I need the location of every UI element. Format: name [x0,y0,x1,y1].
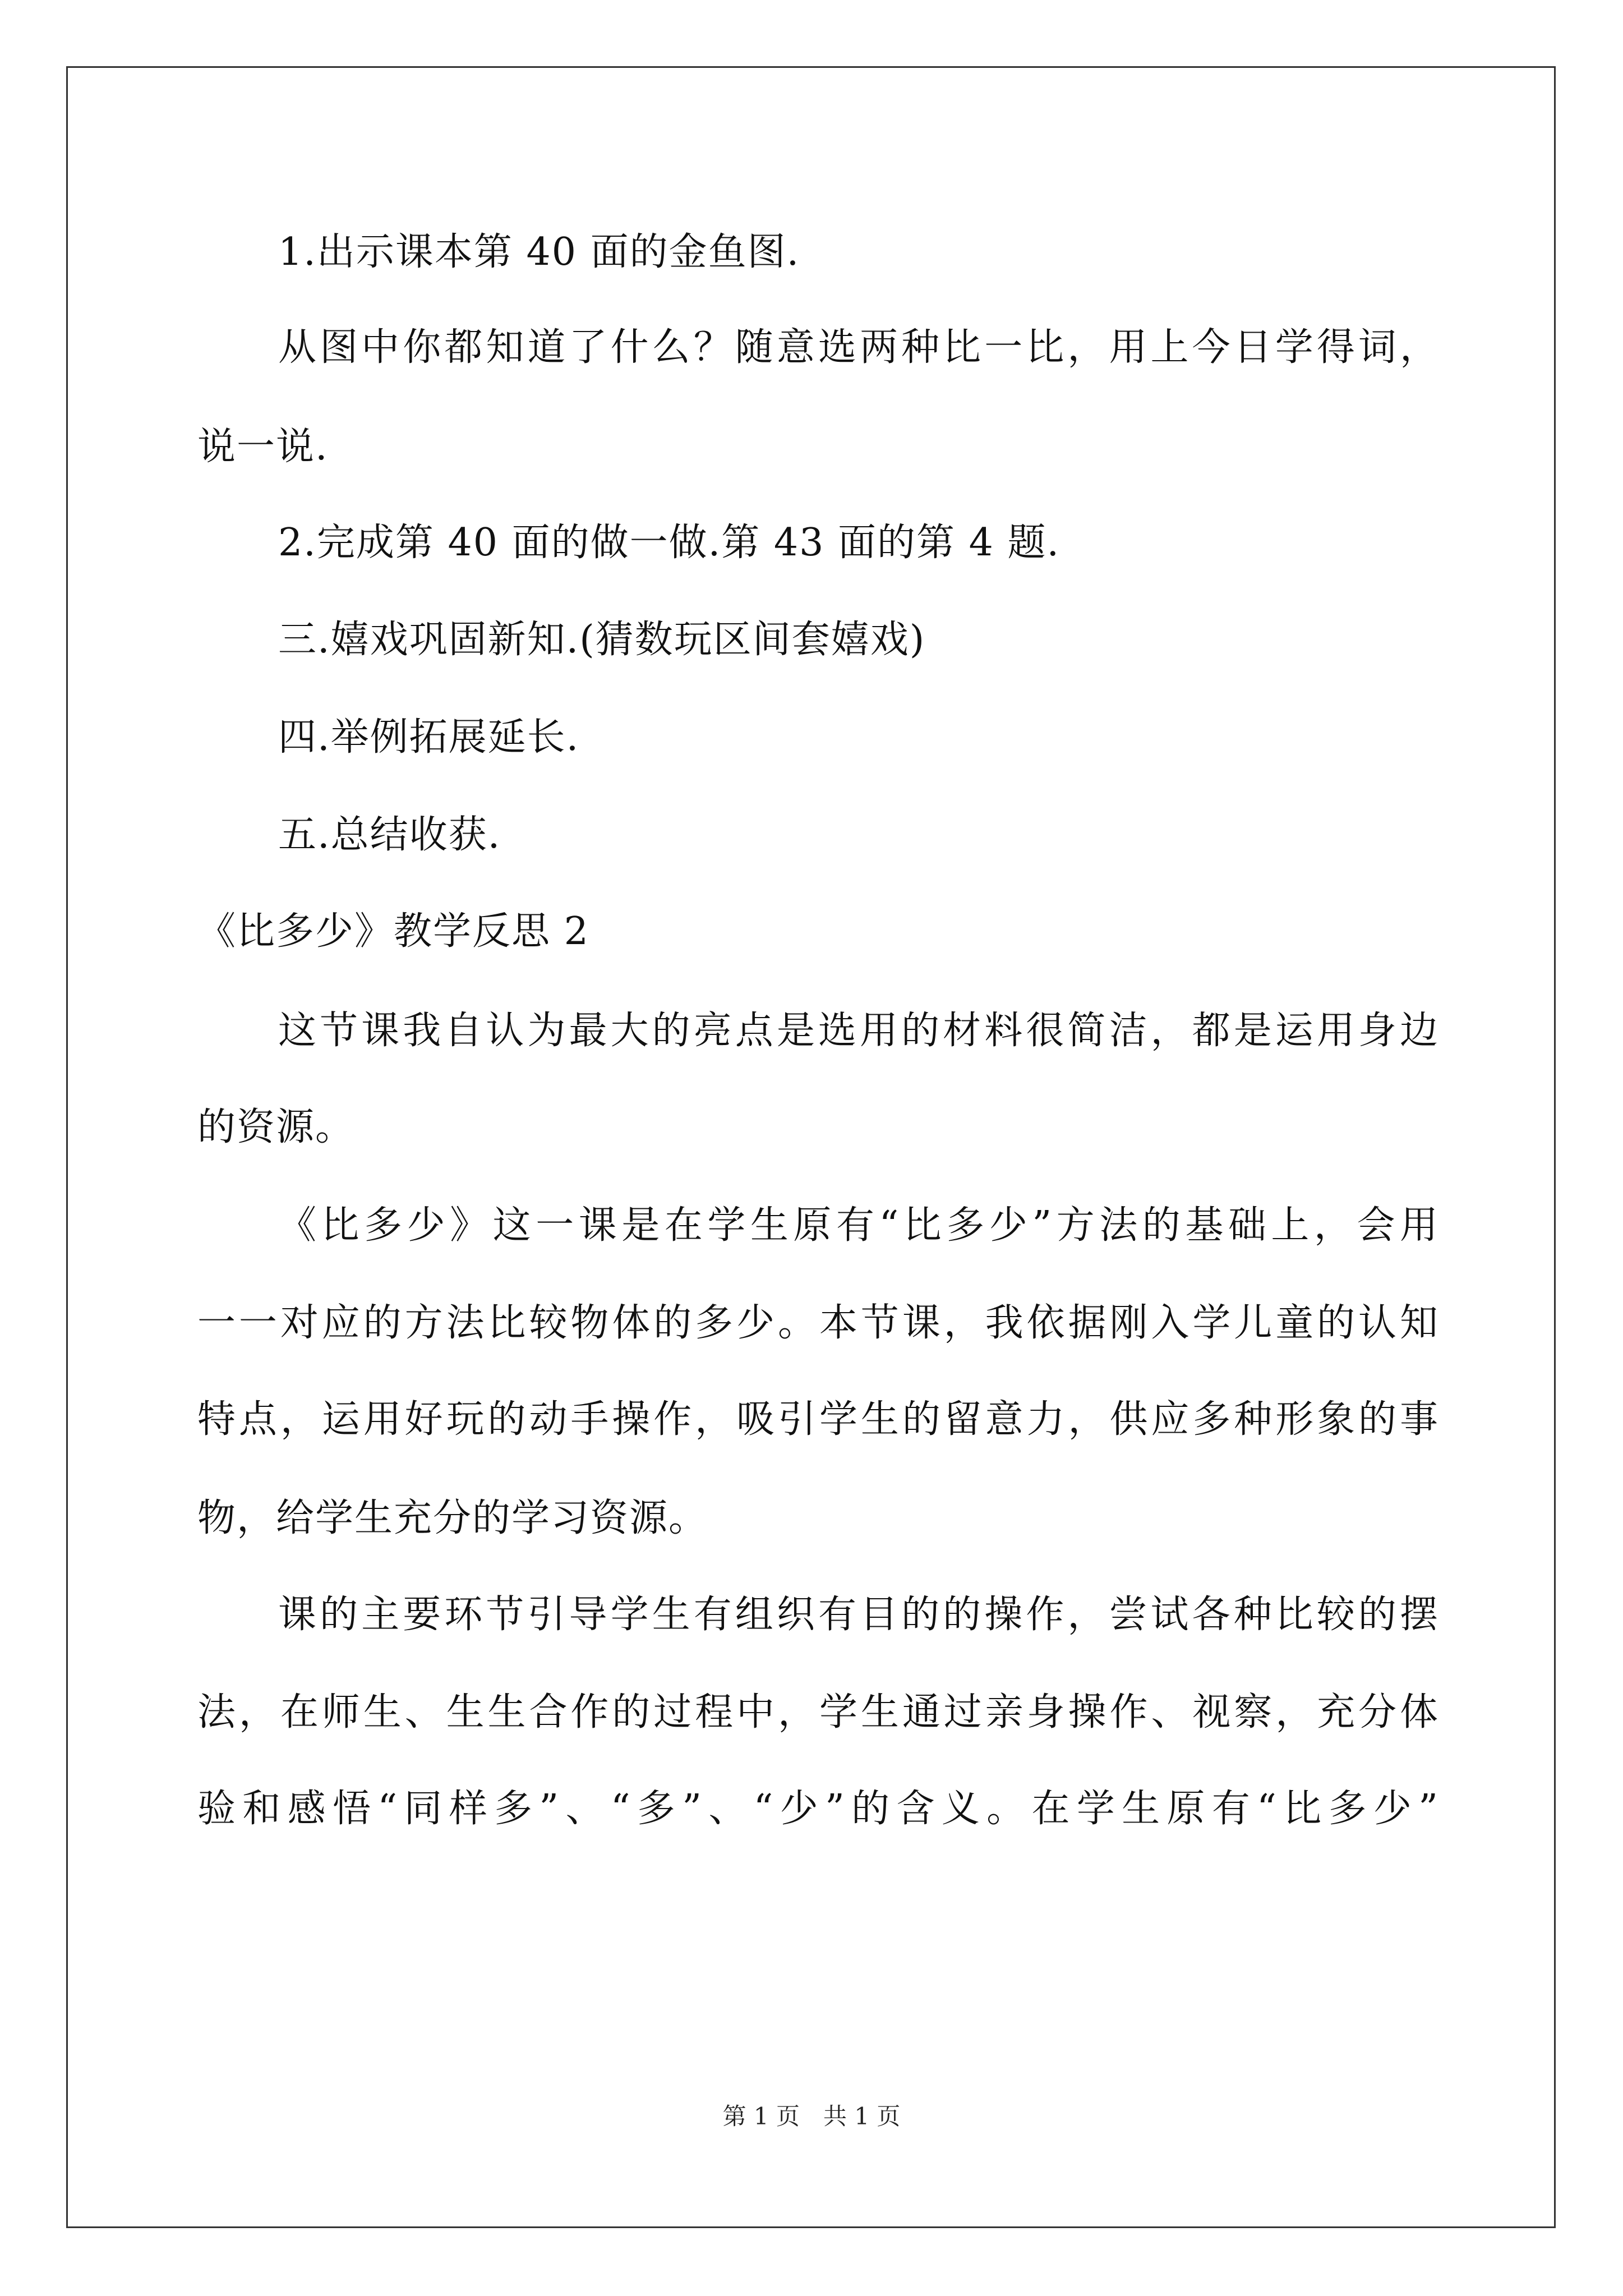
paragraph-line: 一一对应的方法比较物体的多少。本节课，我依据刚入学儿童的认知 [197,1301,1439,1345]
paragraph-line: 这节课我自认为最大的亮点是选用的材料很简洁，都是运用身边 [278,1009,1439,1053]
paragraph-line: 的资源。 [197,1105,355,1149]
paragraph-line: 课的主要环节引导学生有组织有目的的操作，尝试各种比较的摆 [278,1593,1439,1637]
paragraph-line: 《比多少》这一课是在学生原有“比多少”方法的基础上，会用 [278,1203,1439,1248]
paragraph-line: 物，给学生充分的学习资源。 [197,1496,708,1540]
paragraph-line: 说一说. [197,425,329,469]
paragraph-line: 特点，运用好玩的动手操作，吸引学生的留意力，供应多种形象的事 [197,1397,1439,1442]
paragraph-line: 四.举例拓展延长. [278,715,580,760]
page-footer: 第 1 页 共 1 页 [722,2102,901,2130]
section-heading: 《比多少》教学反思 2 [197,909,589,954]
paragraph-line: 1.出示课本第 40 面的金鱼图. [278,230,800,274]
paragraph-line: 2.完成第 40 面的做一做.第 43 面的第 4 题. [278,521,1061,565]
paragraph-line: 从图中你都知道了什么？随意选两种比一比，用上今日学得词， [278,325,1439,370]
paragraph-line: 验和感悟“同样多”、“多”、“少”的含义。在学生原有“比多少” [197,1787,1439,1831]
paragraph-line: 法，在师生、生生合作的过程中，学生通过亲身操作、视察，充分体 [197,1690,1439,1734]
paragraph-line: 三.嬉戏巩固新知.(猜数玩区间套嬉戏) [278,618,926,662]
paragraph-line: 五.总结收获. [278,813,501,857]
